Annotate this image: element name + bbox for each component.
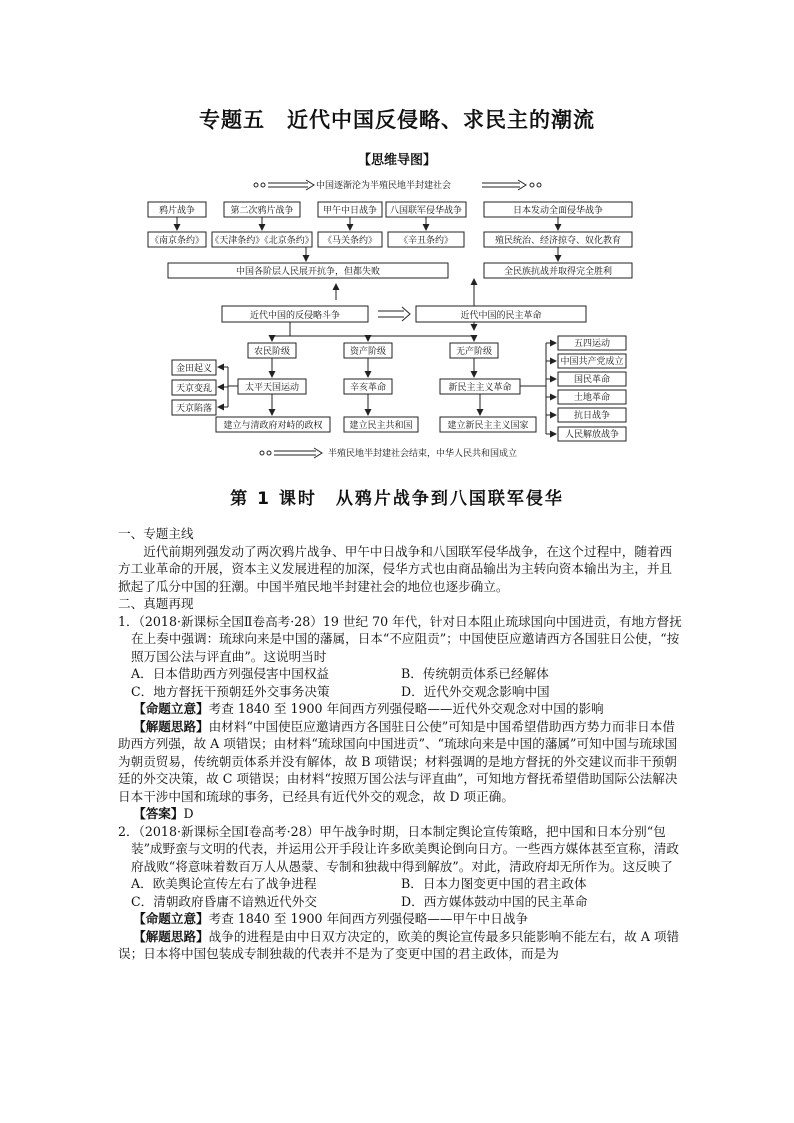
treaty-4: 《辛丑条约》 — [398, 236, 454, 246]
prole-event-2: 中国共产党成立 — [560, 357, 624, 367]
war-3: 甲午中日战争 — [322, 206, 378, 216]
q1-answer — [118, 805, 684, 823]
result-xinhai: 建立民主共和国 — [349, 421, 413, 431]
q2-analysis — [118, 928, 684, 963]
q1-intent — [118, 700, 684, 718]
treaty-3: 《马关条约》 — [322, 236, 378, 246]
q2-intent-text: 考查 1840 至 1900 年间西方列强侵略——甲午中日战争 — [208, 911, 529, 926]
mind-map-diagram — [0, 170, 794, 470]
question-1-stem: 1．（2018·新课标全国Ⅱ卷高考·28）19 世纪 70 年代，针对日本阻止琉球国向中国进贡，有地方督抚在上奏中强调：琉球向来是中国的藩属，日本“不应阻贡”；中国使臣应邀请西方各国驻日公使，“按照万国公法与评直曲”。这说明当时 — [118, 613, 682, 664]
war-2: 第二次鸦片战争 — [230, 206, 294, 216]
content-body — [118, 525, 684, 963]
q2-intent — [118, 910, 684, 928]
page-title: 专题五 近代中国反侵略、求民主的潮流 — [199, 108, 595, 132]
peasant-event-3: 天京陷落 — [175, 404, 213, 414]
class-proletariat: 无产阶级 — [455, 347, 493, 357]
bottom-arrow-text: 半殖民地半封建社会结束，中华人民共和国成立 — [328, 449, 518, 459]
question-2-options-row-2 — [118, 893, 684, 911]
war-5: 日本发动全面侵华战争 — [512, 206, 604, 216]
result-newdemocratic: 建立新民主主义国家 — [447, 421, 529, 431]
movement-taiping: 太平天国运动 — [244, 383, 300, 393]
center-left: 近代中国的反侵略斗争 — [249, 311, 341, 321]
question-2-options-row-1 — [118, 875, 684, 893]
resist-left: 中国各阶层人民展开抗争，但都失败 — [235, 267, 381, 277]
section-1-title: 一、专题主线 — [118, 526, 194, 541]
q2-analysis-text: 战争的进程是由中日双方决定的，欧美的舆论宣传最多只能影响不能左右，故 A 项错误；日本将中国包装成专制独裁的代表并不是为了变更中国的君主政体，而是为 — [118, 928, 680, 961]
result-taiping: 建立与清政府对峙的政权 — [223, 421, 323, 431]
q1-answer-label: 【答案】 — [133, 806, 184, 821]
resist-right: 全民族抗战并取得完全胜利 — [503, 267, 613, 277]
section-2-title: 二、真题再现 — [118, 596, 194, 611]
prole-event-6: 人民解放战争 — [564, 430, 620, 440]
q2-intent-label: 【命题立意】 — [133, 911, 209, 926]
prole-event-5: 抗日战争 — [573, 411, 611, 421]
q1-option-a: A．日本借助西方列强侵害中国权益 — [131, 666, 330, 681]
movement-newdemocratic: 新民主主义革命 — [448, 383, 512, 393]
peasant-event-1: 金田起义 — [175, 364, 213, 374]
top-arrow — [254, 179, 541, 191]
question-1-options-row-1 — [118, 665, 684, 683]
question-1-options-row-2 — [118, 683, 684, 701]
treaty-1: 《南京条约》 — [149, 236, 205, 246]
movement-xinhai: 辛亥革命 — [349, 383, 387, 393]
q1-answer-text: D — [183, 806, 194, 821]
class-bourgeois: 资产阶级 — [349, 347, 387, 357]
peasant-event-2: 天京变乱 — [175, 384, 213, 394]
q1-option-c: C．地方督抚干预朝廷外交事务决策 — [131, 683, 330, 699]
treaty-2: 《天津条约》《北京条约》 — [210, 236, 314, 246]
q1-option-d: D．近代外交观念影响中国 — [401, 683, 550, 699]
prole-event-3: 国民革命 — [573, 375, 611, 385]
q1-intent-label: 【命题立意】 — [133, 701, 209, 716]
section-1-text: 近代前期列强发动了两次鸦片战争、甲午中日战争和八国联军侵华战争，在这个过程中，随着西方工业革命的开展，资本主义发展进程的加深，侵华方式也由商品输出为主转向资本输出为主，并且掀起了瓜分中国的狂潮。中国半殖民地半封建社会的地位也逐步确立。 — [118, 543, 673, 594]
war-4: 八国联军侵华战争 — [389, 206, 463, 216]
q1-analysis-text: 由材料“中国使臣应邀请西方各国驻日公使”可知是中国希望借助西方势力而非日本借助西方列强，故 A 项错误；由材料“琉球国向中国进贡”、“琉球向来是中国的藩属”可知中国与琉球国为朝贡贸易，传统朝贡体系并没有解体，故 B 项错误；材料强调的是地方督抚的外交建议而非干预朝廷的外交决策，故 C 项错误；由材料“按照万国公法与评直曲”，可知地方督抚希望借助国际公法解决日本干涉中国和琉球的事务，已经具有近代外交的观念，故 D 项正确。 — [118, 718, 678, 804]
lesson-title: 第 1 课时 从鸦片战争到八国联军侵华 — [230, 489, 564, 509]
prole-event-4: 土地革命 — [573, 393, 611, 403]
mindmap-heading: 【思维导图】 — [357, 153, 436, 168]
q2-option-d: D．西方媒体鼓动中国的民主革命 — [401, 893, 588, 909]
war-1: 鸦片战争 — [158, 206, 196, 216]
q1-analysis — [118, 718, 684, 806]
bottom-arrow — [260, 447, 517, 459]
q1-intent-text: 考查 1840 至 1900 年间西方列强侵略——近代外交观念对中国的影响 — [208, 701, 604, 716]
top-arrow-text: 中国逐渐沦为半殖民地半封建社会 — [316, 181, 452, 191]
class-peasant: 农民阶级 — [253, 347, 291, 357]
treaty-5: 殖民统治、经济掠夺、奴化教育 — [494, 236, 622, 246]
question-2-stem: 2．（2018·新课标全国Ⅰ卷高考·28）甲午战争时期，日本制定舆论宣传策略，把中国和日本分别“包装”成野蛮与文明的代表，并运用公开手段让许多欧美舆论倒向日方。一些西方媒体甚至宣称，清政府战败“将意味着数百万人从愚蒙、专制和独裁中得到解放”。对此，清政府却无所作为。这反映了 — [118, 823, 679, 874]
center-right: 近代中国的民主革命 — [460, 311, 542, 321]
q2-option-c: C．清朝政府昏庸不谙熟近代外交 — [131, 893, 317, 909]
q2-option-a: A．欧美舆论宣传左右了战争进程 — [131, 876, 317, 891]
prole-event-1: 五四运动 — [573, 339, 611, 349]
q2-analysis-label: 【解题思路】 — [133, 928, 209, 944]
q1-option-b: B．传统朝贡体系已经解体 — [401, 666, 549, 681]
center-arrow — [378, 307, 410, 321]
q2-option-b: B．日本力图变更中国的君主政体 — [401, 876, 587, 891]
q1-analysis-label: 【解题思路】 — [133, 718, 209, 734]
